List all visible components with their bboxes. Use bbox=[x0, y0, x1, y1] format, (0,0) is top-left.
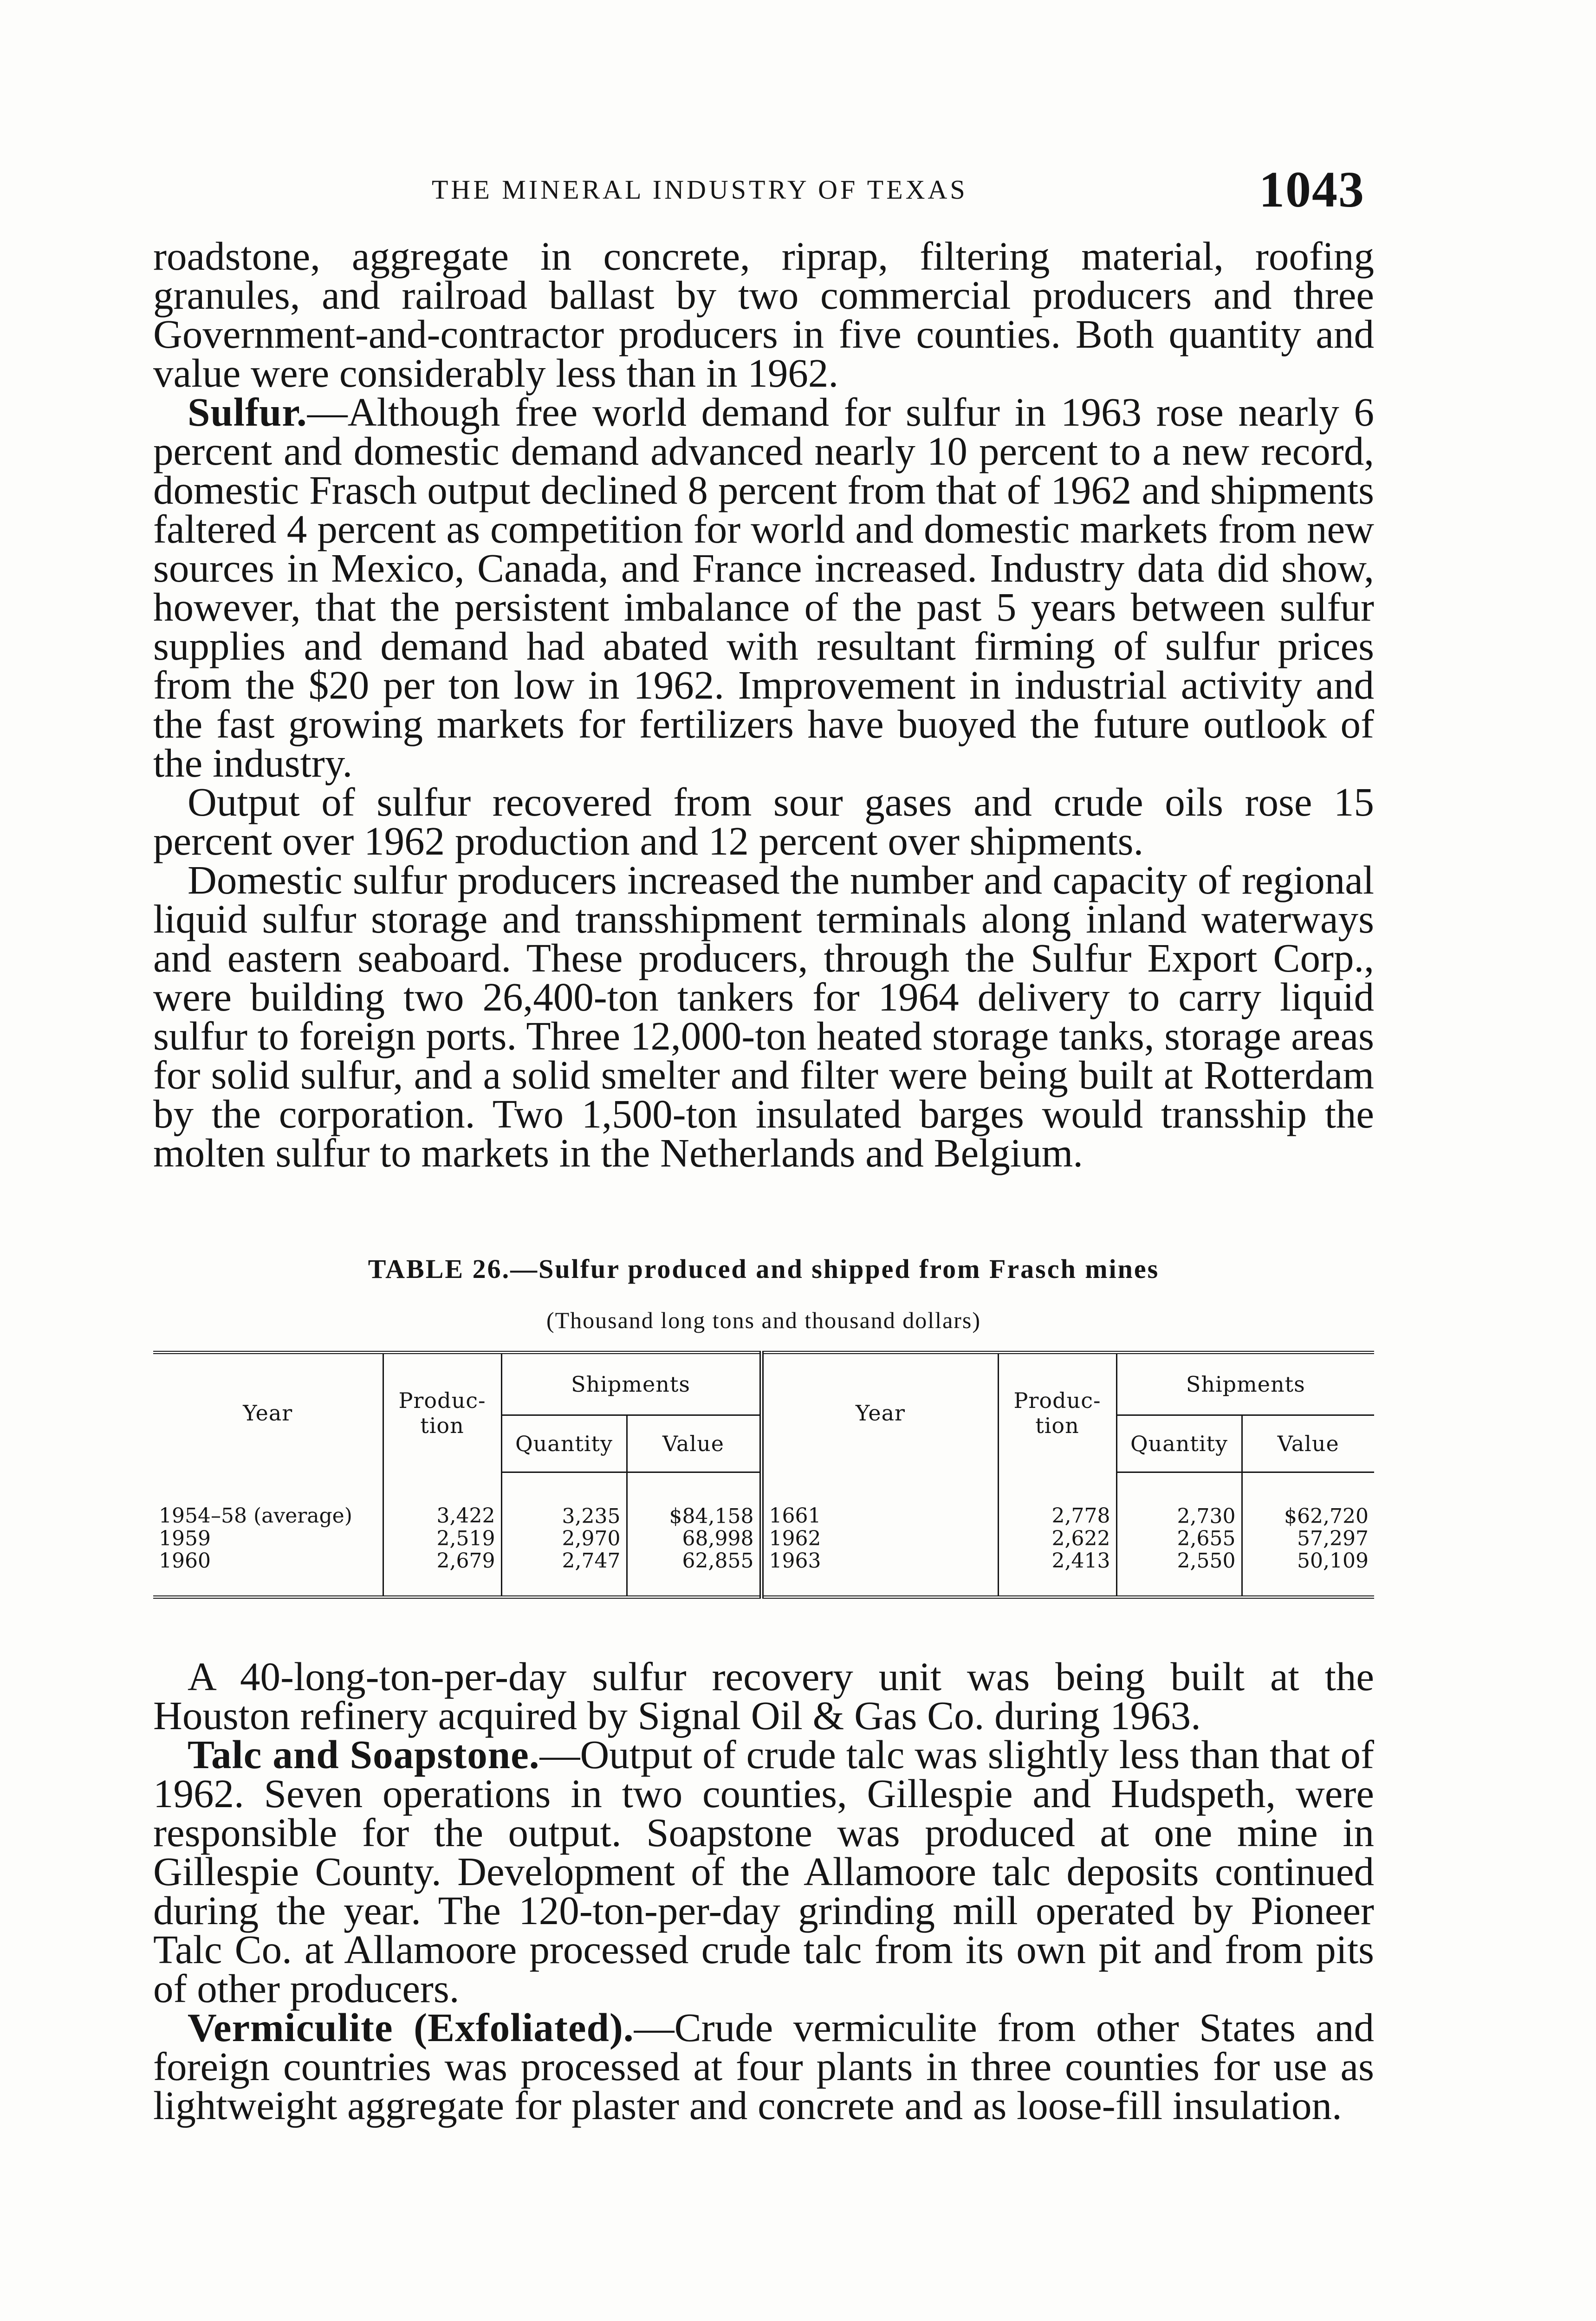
row-production: 2,622 bbox=[998, 1528, 1116, 1550]
table-row bbox=[153, 1528, 1374, 1550]
row-quantity: 2,730 bbox=[1116, 1472, 1242, 1528]
header-shipments-left: Shipments bbox=[501, 1353, 761, 1415]
row-production: 2,413 bbox=[998, 1550, 1116, 1597]
header-quantity-right: Quantity bbox=[1116, 1415, 1242, 1472]
paragraph-roadstone: roadstone, aggregate in concrete, riprap, filtering material, roofing granules, and railroad ballast by two commercial producers and three Government-and-contractor producers in five counties. Both quantity and value were considerably less than in 1962. bbox=[153, 233, 1374, 395]
header-quantity-left: Quantity bbox=[501, 1415, 627, 1472]
row-value: $62,720 bbox=[1284, 1504, 1369, 1528]
row-quantity: 2,655 bbox=[1116, 1528, 1242, 1550]
header-value-right: Value bbox=[1242, 1415, 1374, 1472]
running-header bbox=[153, 161, 1365, 218]
row-production: 2,679 bbox=[383, 1550, 501, 1597]
header-year-left: Year bbox=[153, 1353, 383, 1472]
header-year-right: Year bbox=[761, 1353, 998, 1472]
row-production: 2,778 bbox=[998, 1472, 1116, 1528]
paragraph-vermiculite: Vermiculite (Exfoliated).—Crude vermiculite from other States and foreign countries was processed at four plants in three counties for use as lightweight aggregate for plaster and concrete and as loose-fill insulation. bbox=[153, 2005, 1375, 2128]
table-row bbox=[153, 1550, 1374, 1597]
paragraph-sulfur-terminals: Domestic sulfur producers increased the number and capacity of regional liquid sulfur storage and transshipment terminals along inland waterways and eastern seaboard. These producers, through the Sulfur Export Corp., were building two 26,400-ton tankers for 1964 delivery to carry liquid sulfur to foreign ports. Three 12,000-ton heated storage tanks, storage areas for solid sulfur, and a solid smelter and filter were being built at Rotterdam by the corporation. Two 1,500-ton insulated barges would transship the molten sulfur to markets in the Netherlands and Belgium. bbox=[153, 857, 1374, 1175]
page-number: 1043 bbox=[1259, 161, 1365, 218]
header-production-right: Produc-tion bbox=[998, 1353, 1116, 1472]
row-year: 1962 bbox=[761, 1528, 998, 1550]
paragraph-sulfur: Sulfur.—Although free world demand for sulfur in 1963 rose nearly 6 percent and domestic demand advanced nearly 10 percent to a new record, domestic Frasch output declined 8 percent from that of 1962 and shipments faltered 4 percent as competition for world and domestic markets from new sources in Mexico, Canada, and France increased. Industry data did show, however, that the persistent imbalance of the past 5 years between sulfur supplies and demand had abated with resultant firming of sulfur prices from the $20 per ton low in 1962. Improvement in industrial activity and the fast growing markets for fertilizers have buoyed the future outlook of the industry. bbox=[153, 389, 1374, 785]
row-quantity: 3,235 bbox=[501, 1472, 627, 1528]
body-text-after-table bbox=[153, 1654, 1375, 2128]
sulfur-table bbox=[153, 1351, 1374, 1599]
row-production: 3,422 bbox=[383, 1472, 501, 1528]
section-head-sulfur: Sulfur. bbox=[188, 389, 307, 434]
table-caption: TABLE 26.—Sulfur produced and shipped from Frasch mines bbox=[368, 1254, 1160, 1284]
running-title: THE MINERAL INDUSTRY OF TEXAS bbox=[432, 175, 968, 205]
row-production: 2,519 bbox=[383, 1528, 501, 1550]
paragraph-recovery-unit: A 40-long-ton-per-day sulfur recovery unit was being built at the Houston refinery acquired by Signal Oil & Gas Co. during 1963. bbox=[153, 1654, 1374, 1738]
header-production-left: Produc-tion bbox=[383, 1353, 501, 1472]
row-quantity: 2,970 bbox=[501, 1528, 627, 1550]
row-value: 50,109 bbox=[1297, 1549, 1369, 1573]
row-year: 1963 bbox=[761, 1550, 998, 1597]
table-row bbox=[153, 1472, 1374, 1528]
row-value: $84,158 bbox=[627, 1472, 761, 1528]
body-text-before-table bbox=[153, 233, 1374, 1175]
row-year: 1959 bbox=[153, 1528, 383, 1550]
section-head-vermiculite: Vermiculite (Exfoliated). bbox=[188, 2005, 634, 2050]
row-value: 62,855 bbox=[627, 1550, 761, 1597]
section-head-talc: Talc and Soapstone. bbox=[188, 1732, 540, 1777]
header-value-left: Value bbox=[627, 1415, 761, 1472]
row-year: 1960 bbox=[153, 1550, 383, 1597]
row-year: 1661 bbox=[761, 1472, 998, 1528]
row-year: 1954–58 (average) bbox=[153, 1472, 383, 1528]
row-quantity: 2,747 bbox=[501, 1550, 627, 1597]
table-subcaption: (Thousand long tons and thousand dollars) bbox=[546, 1307, 981, 1333]
header-shipments-right: Shipments bbox=[1116, 1353, 1374, 1415]
paragraph-sulfur-recovered: Output of sulfur recovered from sour gases and crude oils rose 15 percent over 1962 production and 12 percent over shipments. bbox=[153, 779, 1374, 863]
paragraph-talc: Talc and Soapstone.—Output of crude talc was slightly less than that of 1962. Seven operations in two counties, Gillespie and Hudspeth, were responsible for the output. Soapstone was produced at one mine in Gillespie County. Development of the Allamoore talc deposits continued during the year. The 120-ton-per-day grinding mill operated by Pioneer Talc Co. at Allamoore processed crude talc from its own pit and from pits of other producers. bbox=[153, 1732, 1374, 2011]
row-value: 68,998 bbox=[627, 1528, 761, 1550]
row-value: 57,297 bbox=[1297, 1527, 1369, 1550]
row-quantity: 2,550 bbox=[1116, 1550, 1242, 1597]
